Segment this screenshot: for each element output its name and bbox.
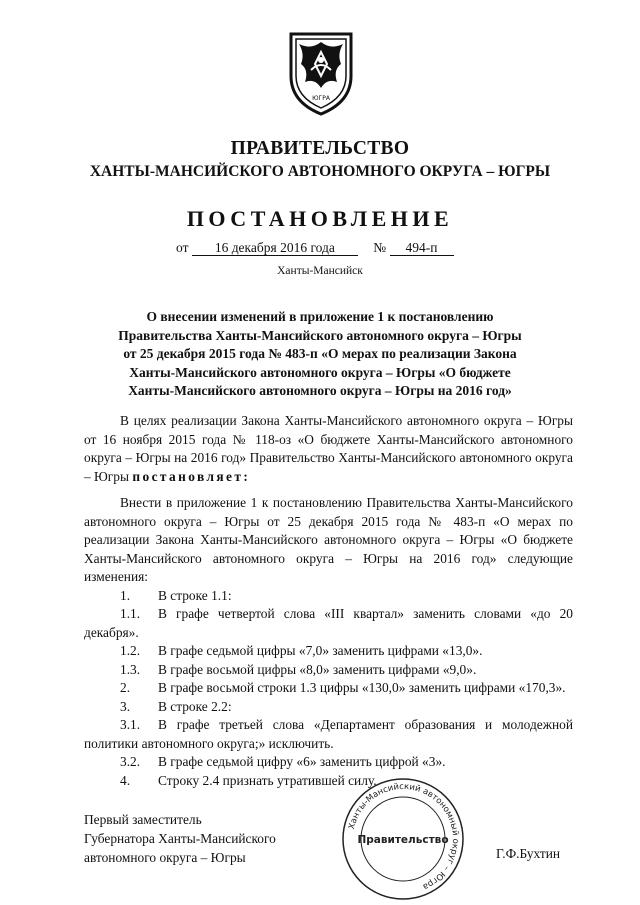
- item-text: В графе восьмой цифры «8,0» заменить цифрами «9,0».: [158, 661, 477, 677]
- item-text: В графе седьмой цифру «6» заменить цифрой «3».: [158, 754, 446, 769]
- document-number: 494-п: [390, 240, 454, 256]
- preamble-text: В целях реализации Закона Ханты-Мансийского автономного округа – Югры от 16 ноября 2015 года № 118-оз «О бюджете Ханты-Мансийского автономного округа – Югры на 2016 год» Правительство Ханты-Мансийского автономного округа – Югры: [84, 413, 573, 484]
- intro-paragraph: Внести в приложение 1 к постановлению Правительства Ханты-Мансийского автономного округа – Югры от 25 декабря 2015 года № 483-п «О мерах по реализации Закона Ханты-Мансийского автономного округа – Югры «О бюджете Ханты-Мансийского автономного округа – Югры на 2016 год» следующие изменения:: [84, 495, 573, 584]
- item-number: 1.1.: [120, 606, 141, 621]
- item-number: 3.1.: [120, 717, 141, 732]
- list-item: [84, 753, 573, 772]
- item-number: 1.2.: [120, 643, 141, 658]
- item-number: 4.: [120, 772, 131, 788]
- list-item: [84, 661, 573, 680]
- item-text: В графе третьей слова «Департамент образования и молодежной политики автономного округа;» исключить.: [84, 717, 573, 751]
- position-line: автономного округа – Югры: [84, 850, 246, 865]
- position-line: Первый заместитель: [84, 812, 202, 827]
- list-item: [84, 679, 573, 698]
- document-date: 16 декабря 2016 года: [192, 240, 358, 256]
- signatory-position: [84, 810, 276, 867]
- heading-line: от 25 декабря 2015 года № 483-п «О мерах по реализации Закона: [123, 346, 517, 361]
- position-line: Губернатора Ханты-Мансийского: [84, 831, 276, 846]
- item-number: 1.: [120, 587, 131, 603]
- document-type: ПОСТАНОВЛЕНИЕ: [186, 206, 454, 231]
- item-text: В графе четвертой слова «III квартал» заменить словами «до 20 декабря».: [84, 606, 573, 640]
- heading-line: Правительства Ханты-Мансийского автономного округа – Югры: [118, 327, 522, 343]
- list-item: [84, 587, 573, 606]
- list-item: [84, 642, 573, 661]
- list-item: [84, 772, 573, 791]
- document-heading: [0, 308, 640, 401]
- item-number: 3.2.: [120, 754, 141, 769]
- list-item: [84, 698, 573, 717]
- list-item: [84, 716, 573, 753]
- government-title: ПРАВИТЕЛЬСТВО: [230, 138, 410, 159]
- item-number: 3.: [120, 698, 131, 714]
- signatory-name: Г.Ф.Бухтин: [496, 846, 561, 861]
- item-number: 2.: [120, 680, 131, 695]
- item-text: В строке 2.2:: [158, 698, 232, 714]
- item-number: 1.3.: [120, 661, 141, 677]
- stamp-center-text: Правительство: [357, 834, 449, 846]
- item-text: В графе седьмой цифры «7,0» заменить цифрами «13,0».: [158, 643, 483, 658]
- region-name: ХАНТЫ-МАНСИЙСКОГО АВТОНОМНОГО ОКРУГА – ЮГРЫ: [89, 163, 551, 180]
- heading-line: Ханты-Мансийского автономного округа – Югры на 2016 год»: [128, 383, 512, 398]
- heading-line: О внесении изменений в приложение 1 к постановлению: [146, 309, 494, 324]
- city-name: Ханты-Мансийск: [277, 265, 363, 277]
- official-stamp: [340, 776, 466, 902]
- item-text: Строку 2.4 признать утратившей силу.: [158, 772, 377, 788]
- amendments-block: [84, 494, 573, 790]
- date-prefix: от: [176, 240, 189, 255]
- coat-of-arms-emblem: [285, 30, 357, 116]
- number-sign: №: [373, 240, 387, 255]
- decree-word: постановляет:: [132, 468, 251, 484]
- emblem-motto: ЮГРА: [312, 95, 330, 102]
- stamp-ring-text: Ханты-Мансийский автономный округ – Югра: [347, 781, 461, 892]
- preamble-paragraph: [84, 412, 573, 486]
- list-item: [84, 605, 573, 642]
- heading-line: Ханты-Мансийского автономного округа – Югры «О бюджете: [129, 364, 511, 380]
- item-text: В графе восьмой строки 1.3 цифры «130,0» заменить цифрами «170,3».: [158, 680, 566, 695]
- item-text: В строке 1.1:: [158, 587, 232, 603]
- date-line: [176, 240, 454, 256]
